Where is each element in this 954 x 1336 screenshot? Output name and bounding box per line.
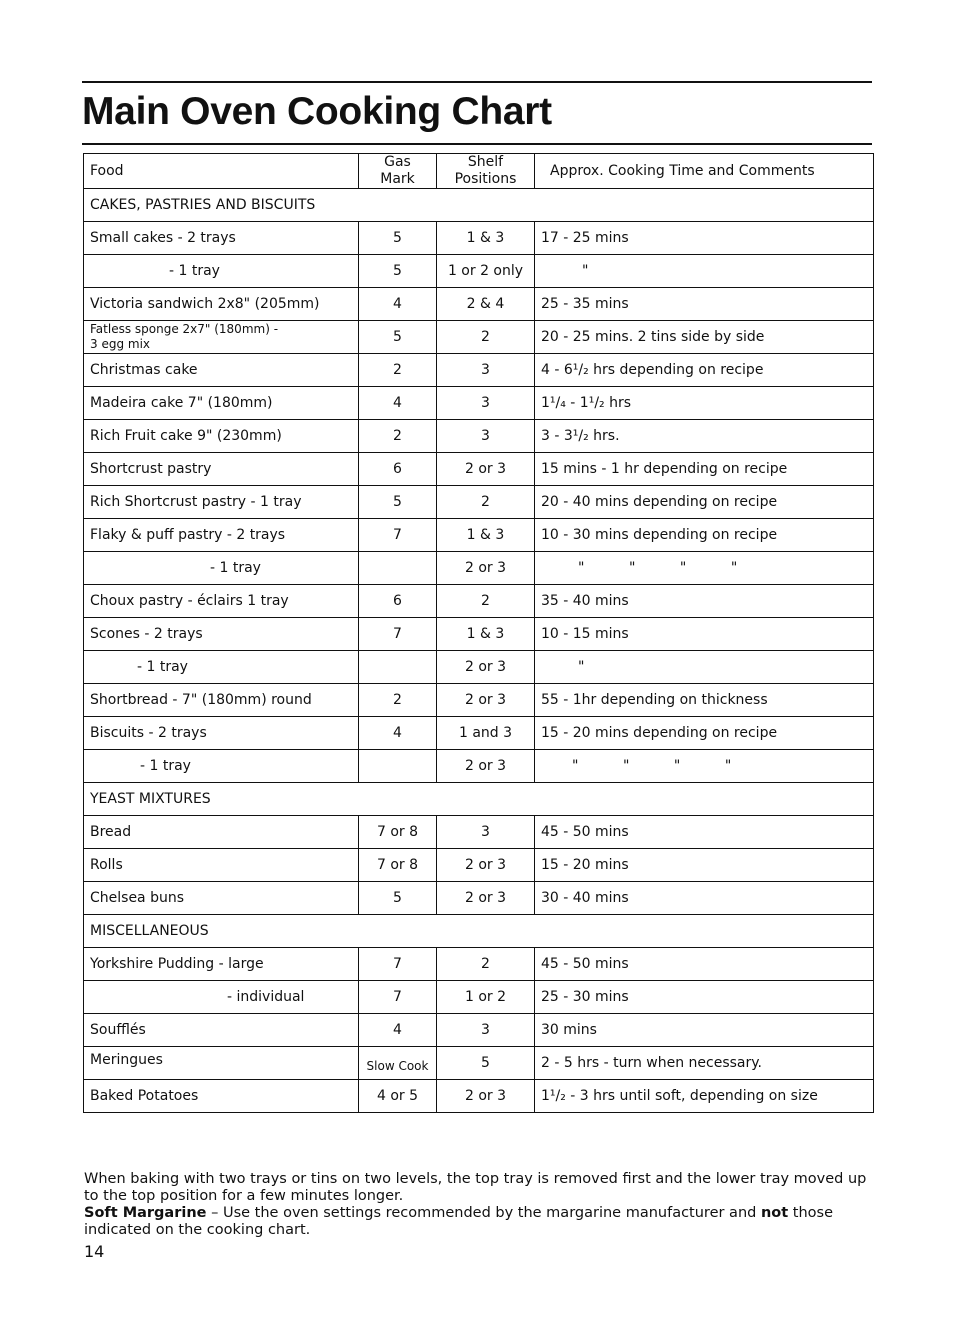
cooking-time-cell: 45 - 50 mins: [535, 816, 874, 849]
cooking-time-cell: 25 - 30 mins: [535, 981, 874, 1014]
food-cell: - 1 tray: [84, 552, 359, 585]
shelf-position-cell: 2 or 3: [437, 882, 535, 915]
gas-mark-cell: 4 or 5: [359, 1080, 437, 1113]
gas-mark-cell: 7 or 8: [359, 816, 437, 849]
table-row: [84, 552, 874, 585]
footnote: [84, 1171, 876, 1239]
cooking-time-cell: ": [535, 651, 874, 684]
gas-mark-cell: 4: [359, 288, 437, 321]
shelf-position-cell: 2 or 3: [437, 552, 535, 585]
section-title: YEAST MIXTURES: [84, 783, 874, 816]
cooking-chart-table: [83, 153, 874, 1113]
food-cell: Chelsea buns: [84, 882, 359, 915]
table-row: [84, 1047, 874, 1080]
table-row: [84, 882, 874, 915]
cooking-time-cell: 30 - 40 mins: [535, 882, 874, 915]
table-row: [84, 1014, 874, 1047]
shelf-position-cell: 2 or 3: [437, 849, 535, 882]
food-cell: - 1 tray: [84, 255, 359, 288]
header-cooking-time: Approx. Cooking Time and Comments: [535, 154, 874, 189]
shelf-position-cell: 2: [437, 486, 535, 519]
shelf-position-cell: 3: [437, 816, 535, 849]
gas-mark-cell: 4: [359, 717, 437, 750]
food-cell: Soufflés: [84, 1014, 359, 1047]
cooking-time-cell: 20 - 40 mins depending on recipe: [535, 486, 874, 519]
table-row: [84, 651, 874, 684]
gas-mark-cell: 6: [359, 585, 437, 618]
table-row: [84, 486, 874, 519]
cooking-time-cell: 35 - 40 mins: [535, 585, 874, 618]
shelf-position-cell: 1 & 3: [437, 618, 535, 651]
table-row: [84, 519, 874, 552]
food-cell: Christmas cake: [84, 354, 359, 387]
cooking-time-cell: 1¹/₂ - 3 hrs until soft, depending on size: [535, 1080, 874, 1113]
food-cell: Rich Shortcrust pastry - 1 tray: [84, 486, 359, 519]
cooking-time-cell: 55 - 1hr depending on thickness: [535, 684, 874, 717]
gas-mark-cell: 7: [359, 519, 437, 552]
table-row: [84, 750, 874, 783]
page-number: 14: [84, 1242, 105, 1261]
food-cell: Fatless sponge 2x7" (180mm) - 3 egg mix: [84, 321, 359, 354]
gas-mark-cell: [359, 552, 437, 585]
page-title: Main Oven Cooking Chart: [82, 90, 552, 133]
table-row: [84, 618, 874, 651]
shelf-position-cell: 2: [437, 321, 535, 354]
shelf-position-cell: 1 or 2 only: [437, 255, 535, 288]
shelf-position-cell: 2: [437, 948, 535, 981]
shelf-position-cell: 2 or 3: [437, 1080, 535, 1113]
cooking-time-cell: 10 - 30 mins depending on recipe: [535, 519, 874, 552]
table-row: [84, 453, 874, 486]
table-row: [84, 387, 874, 420]
gas-mark-cell: 7: [359, 981, 437, 1014]
food-cell: Flaky & puff pastry - 2 trays: [84, 519, 359, 552]
cooking-time-cell: 20 - 25 mins. 2 tins side by side: [535, 321, 874, 354]
food-cell: Shortbread - 7" (180mm) round: [84, 684, 359, 717]
food-cell: Meringues: [84, 1047, 359, 1080]
cooking-time-cell: 17 - 25 mins: [535, 222, 874, 255]
food-cell: Choux pastry - éclairs 1 tray: [84, 585, 359, 618]
footnote-not: not: [760, 1205, 789, 1221]
food-cell: Small cakes - 2 trays: [84, 222, 359, 255]
table-row: [84, 1080, 874, 1113]
table-row: [84, 849, 874, 882]
food-cell: Rolls: [84, 849, 359, 882]
gas-mark-cell: Slow Cook: [359, 1047, 437, 1080]
shelf-position-cell: 2 or 3: [437, 684, 535, 717]
cooking-time-cell: 3 - 3¹/₂ hrs.: [535, 420, 874, 453]
gas-mark-cell: 5: [359, 486, 437, 519]
cooking-time-cell: 25 - 35 mins: [535, 288, 874, 321]
section-title: CAKES, PASTRIES AND BISCUITS: [84, 189, 874, 222]
gas-mark-cell: 4: [359, 1014, 437, 1047]
gas-mark-cell: 2: [359, 354, 437, 387]
table-header-row: [84, 154, 874, 189]
shelf-position-cell: 2 or 3: [437, 453, 535, 486]
gas-mark-cell: 7: [359, 618, 437, 651]
food-cell: Bread: [84, 816, 359, 849]
shelf-position-cell: 2 or 3: [437, 750, 535, 783]
cooking-time-cell: 2 - 5 hrs - turn when necessary.: [535, 1047, 874, 1080]
food-cell: Scones - 2 trays: [84, 618, 359, 651]
cooking-time-cell: " " " ": [535, 750, 874, 783]
table-row: [84, 222, 874, 255]
table-row: [84, 816, 874, 849]
gas-mark-cell: 5: [359, 255, 437, 288]
cooking-time-cell: 15 mins - 1 hr depending on recipe: [535, 453, 874, 486]
cooking-time-cell: 10 - 15 mins: [535, 618, 874, 651]
shelf-position-cell: 2: [437, 585, 535, 618]
header-food: Food: [84, 154, 359, 189]
cooking-time-cell: 30 mins: [535, 1014, 874, 1047]
gas-mark-cell: 5: [359, 222, 437, 255]
table-row: [84, 981, 874, 1014]
table-row: [84, 585, 874, 618]
table-body: [84, 189, 874, 1113]
title-underline: [82, 143, 872, 145]
gas-mark-cell: 2: [359, 684, 437, 717]
food-cell: - 1 tray: [84, 750, 359, 783]
shelf-position-cell: 2 or 3: [437, 651, 535, 684]
footnote-two-trays: When baking with two trays or tins on two levels, the top tray is removed first and the lower tray moved up to the top position for a few minutes longer.: [84, 1171, 867, 1204]
footnote-text-part2: those indicated on the cooking chart.: [84, 1205, 834, 1238]
shelf-position-cell: 3: [437, 354, 535, 387]
table-row: [84, 420, 874, 453]
header-gas-mark: Gas Mark: [359, 154, 437, 189]
food-cell: Baked Potatoes: [84, 1080, 359, 1113]
cooking-time-cell: ": [535, 255, 874, 288]
shelf-position-cell: 1 & 3: [437, 519, 535, 552]
food-cell: Yorkshire Pudding - large: [84, 948, 359, 981]
table-row: [84, 354, 874, 387]
gas-mark-cell: [359, 651, 437, 684]
section-title: MISCELLANEOUS: [84, 915, 874, 948]
shelf-position-cell: 1 & 3: [437, 222, 535, 255]
gas-mark-cell: 2: [359, 420, 437, 453]
table-row: [84, 684, 874, 717]
cooking-time-cell: 15 - 20 mins depending on recipe: [535, 717, 874, 750]
gas-mark-cell: [359, 750, 437, 783]
table-row: [84, 288, 874, 321]
table-row: [84, 948, 874, 981]
cooking-time-cell: 1¹/₄ - 1¹/₂ hrs: [535, 387, 874, 420]
cooking-time-cell: 15 - 20 mins: [535, 849, 874, 882]
cooking-time-cell: 45 - 50 mins: [535, 948, 874, 981]
food-cell: Victoria sandwich 2x8" (205mm): [84, 288, 359, 321]
section-row: [84, 915, 874, 948]
gas-mark-cell: 7 or 8: [359, 849, 437, 882]
shelf-position-cell: 1 or 2: [437, 981, 535, 1014]
gas-mark-cell: 4: [359, 387, 437, 420]
shelf-position-cell: 5: [437, 1047, 535, 1080]
header-shelf-positions: Shelf Positions: [437, 154, 535, 189]
footnote-text-part1: – Use the oven settings recommended by the margarine manufacturer and: [206, 1205, 761, 1221]
gas-mark-cell: 7: [359, 948, 437, 981]
section-row: [84, 189, 874, 222]
food-cell: - individual: [84, 981, 359, 1014]
footnote-soft-margarine-label: Soft Margarine: [84, 1205, 207, 1221]
food-cell: - 1 tray: [84, 651, 359, 684]
table-row: [84, 717, 874, 750]
table-row: [84, 321, 874, 354]
top-rule: [82, 81, 872, 83]
gas-mark-cell: 5: [359, 321, 437, 354]
gas-mark-cell: 5: [359, 882, 437, 915]
table-row: [84, 255, 874, 288]
shelf-position-cell: 3: [437, 1014, 535, 1047]
food-cell: Madeira cake 7" (180mm): [84, 387, 359, 420]
food-cell: Shortcrust pastry: [84, 453, 359, 486]
shelf-position-cell: 3: [437, 387, 535, 420]
shelf-position-cell: 3: [437, 420, 535, 453]
cooking-time-cell: " " " ": [535, 552, 874, 585]
shelf-position-cell: 1 and 3: [437, 717, 535, 750]
shelf-position-cell: 2 & 4: [437, 288, 535, 321]
cooking-time-cell: 4 - 6¹/₂ hrs depending on recipe: [535, 354, 874, 387]
food-cell: Rich Fruit cake 9" (230mm): [84, 420, 359, 453]
section-row: [84, 783, 874, 816]
food-cell: Biscuits - 2 trays: [84, 717, 359, 750]
gas-mark-cell: 6: [359, 453, 437, 486]
